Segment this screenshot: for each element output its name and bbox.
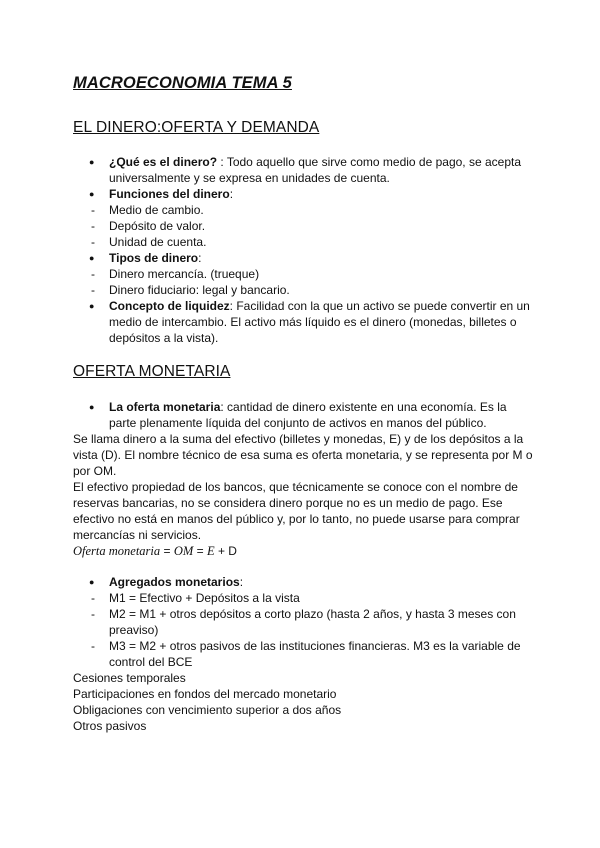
bullet-text: : Todo aquello que sirve como medio de pago, se acepta universalmente y se expresa en unidades de cuenta. bbox=[109, 155, 522, 185]
bullet-tipos bbox=[73, 250, 533, 266]
bullet-oferta-monetaria bbox=[73, 399, 533, 431]
formula-lhs: Oferta monetaria bbox=[73, 544, 161, 558]
formula-e: E bbox=[206, 544, 215, 558]
bullet-text: : Facilidad con la que un activo se puede convertir en un medio de intercambio. El activo más líquido es el dinero (monedas, billetes o depósitos a la vista). bbox=[109, 299, 530, 345]
bullet-label: Funciones del dinero bbox=[109, 187, 230, 201]
bullet-label: ¿Qué es el dinero? bbox=[109, 155, 218, 169]
tail-line: Otros pasivos bbox=[73, 719, 147, 733]
dash-item: - M3 = M2 + otros pasivos de las instituciones financieras. M3 es la variable de control del BCE bbox=[73, 638, 533, 670]
section-agregados-content bbox=[73, 574, 533, 734]
bullet-text: : bbox=[229, 187, 234, 201]
formula bbox=[73, 543, 533, 559]
tail-line: Participaciones en fondos del mercado monetario bbox=[73, 687, 337, 701]
bullet-label: La oferta monetaria bbox=[109, 400, 221, 414]
bullet-liquidez bbox=[73, 298, 533, 346]
bullet-text: : bbox=[239, 575, 244, 589]
formula-eq: = bbox=[160, 544, 174, 558]
tail-line: Cesiones temporales bbox=[73, 671, 186, 685]
tail-line: Obligaciones con vencimiento superior a dos años bbox=[73, 703, 342, 717]
dash-item: - Unidad de cuenta. bbox=[73, 234, 533, 250]
section-dinero-content bbox=[73, 154, 533, 346]
section-heading-dinero: EL DINERO:OFERTA Y DEMANDA bbox=[73, 119, 320, 136]
dash-item: - M2 = M1 + otros depósitos a corto plazo (hasta 2 años, y hasta 3 meses con preaviso) bbox=[73, 606, 533, 638]
section-oferta-content bbox=[73, 399, 533, 559]
bullet-que-es-dinero bbox=[73, 154, 533, 186]
dash-item: - M1 = Efectivo + Depósitos a la vista bbox=[73, 590, 533, 606]
formula-rest: + D bbox=[214, 544, 237, 558]
bullet-text: : cantidad de dinero existente en una economía. Es la parte plenamente líquida del conjunto de activos en manos del público. bbox=[109, 400, 507, 430]
paragraph: El efectivo propiedad de los bancos, que técnicamente se conoce con el nombre de reservas bancarias, no se considera dinero porque no es un medio de pago. Ese efectivo no está en manos del público y, por lo tanto, no puede usarse para comprar mercancías ni servicios. bbox=[73, 480, 520, 542]
dash-item: - Dinero fiduciario: legal y bancario. bbox=[73, 282, 533, 298]
formula-eq: = bbox=[193, 544, 207, 558]
bullet-label: Tipos de dinero bbox=[109, 251, 199, 265]
bullet-agregados bbox=[73, 574, 533, 590]
bullet-funciones bbox=[73, 186, 533, 202]
section-heading-oferta: OFERTA MONETARIA bbox=[73, 363, 231, 380]
dash-item: - Dinero mercancía. (trueque) bbox=[73, 266, 533, 282]
bullet-label: Agregados monetarios bbox=[109, 575, 240, 589]
dash-item: - Depósito de valor. bbox=[73, 218, 533, 234]
dash-item: - Medio de cambio. bbox=[73, 202, 533, 218]
bullet-label: Concepto de liquidez bbox=[109, 299, 230, 313]
bullet-text: : bbox=[198, 251, 202, 265]
paragraph: Se llama dinero a la suma del efectivo (billetes y monedas, E) y de los depósitos a la vista (D). El nombre técnico de esa suma es oferta monetaria, y se representa por M o por OM. bbox=[73, 432, 533, 478]
document-title: MACROECONOMIA TEMA 5 bbox=[73, 74, 292, 92]
formula-om: OM bbox=[173, 544, 194, 558]
